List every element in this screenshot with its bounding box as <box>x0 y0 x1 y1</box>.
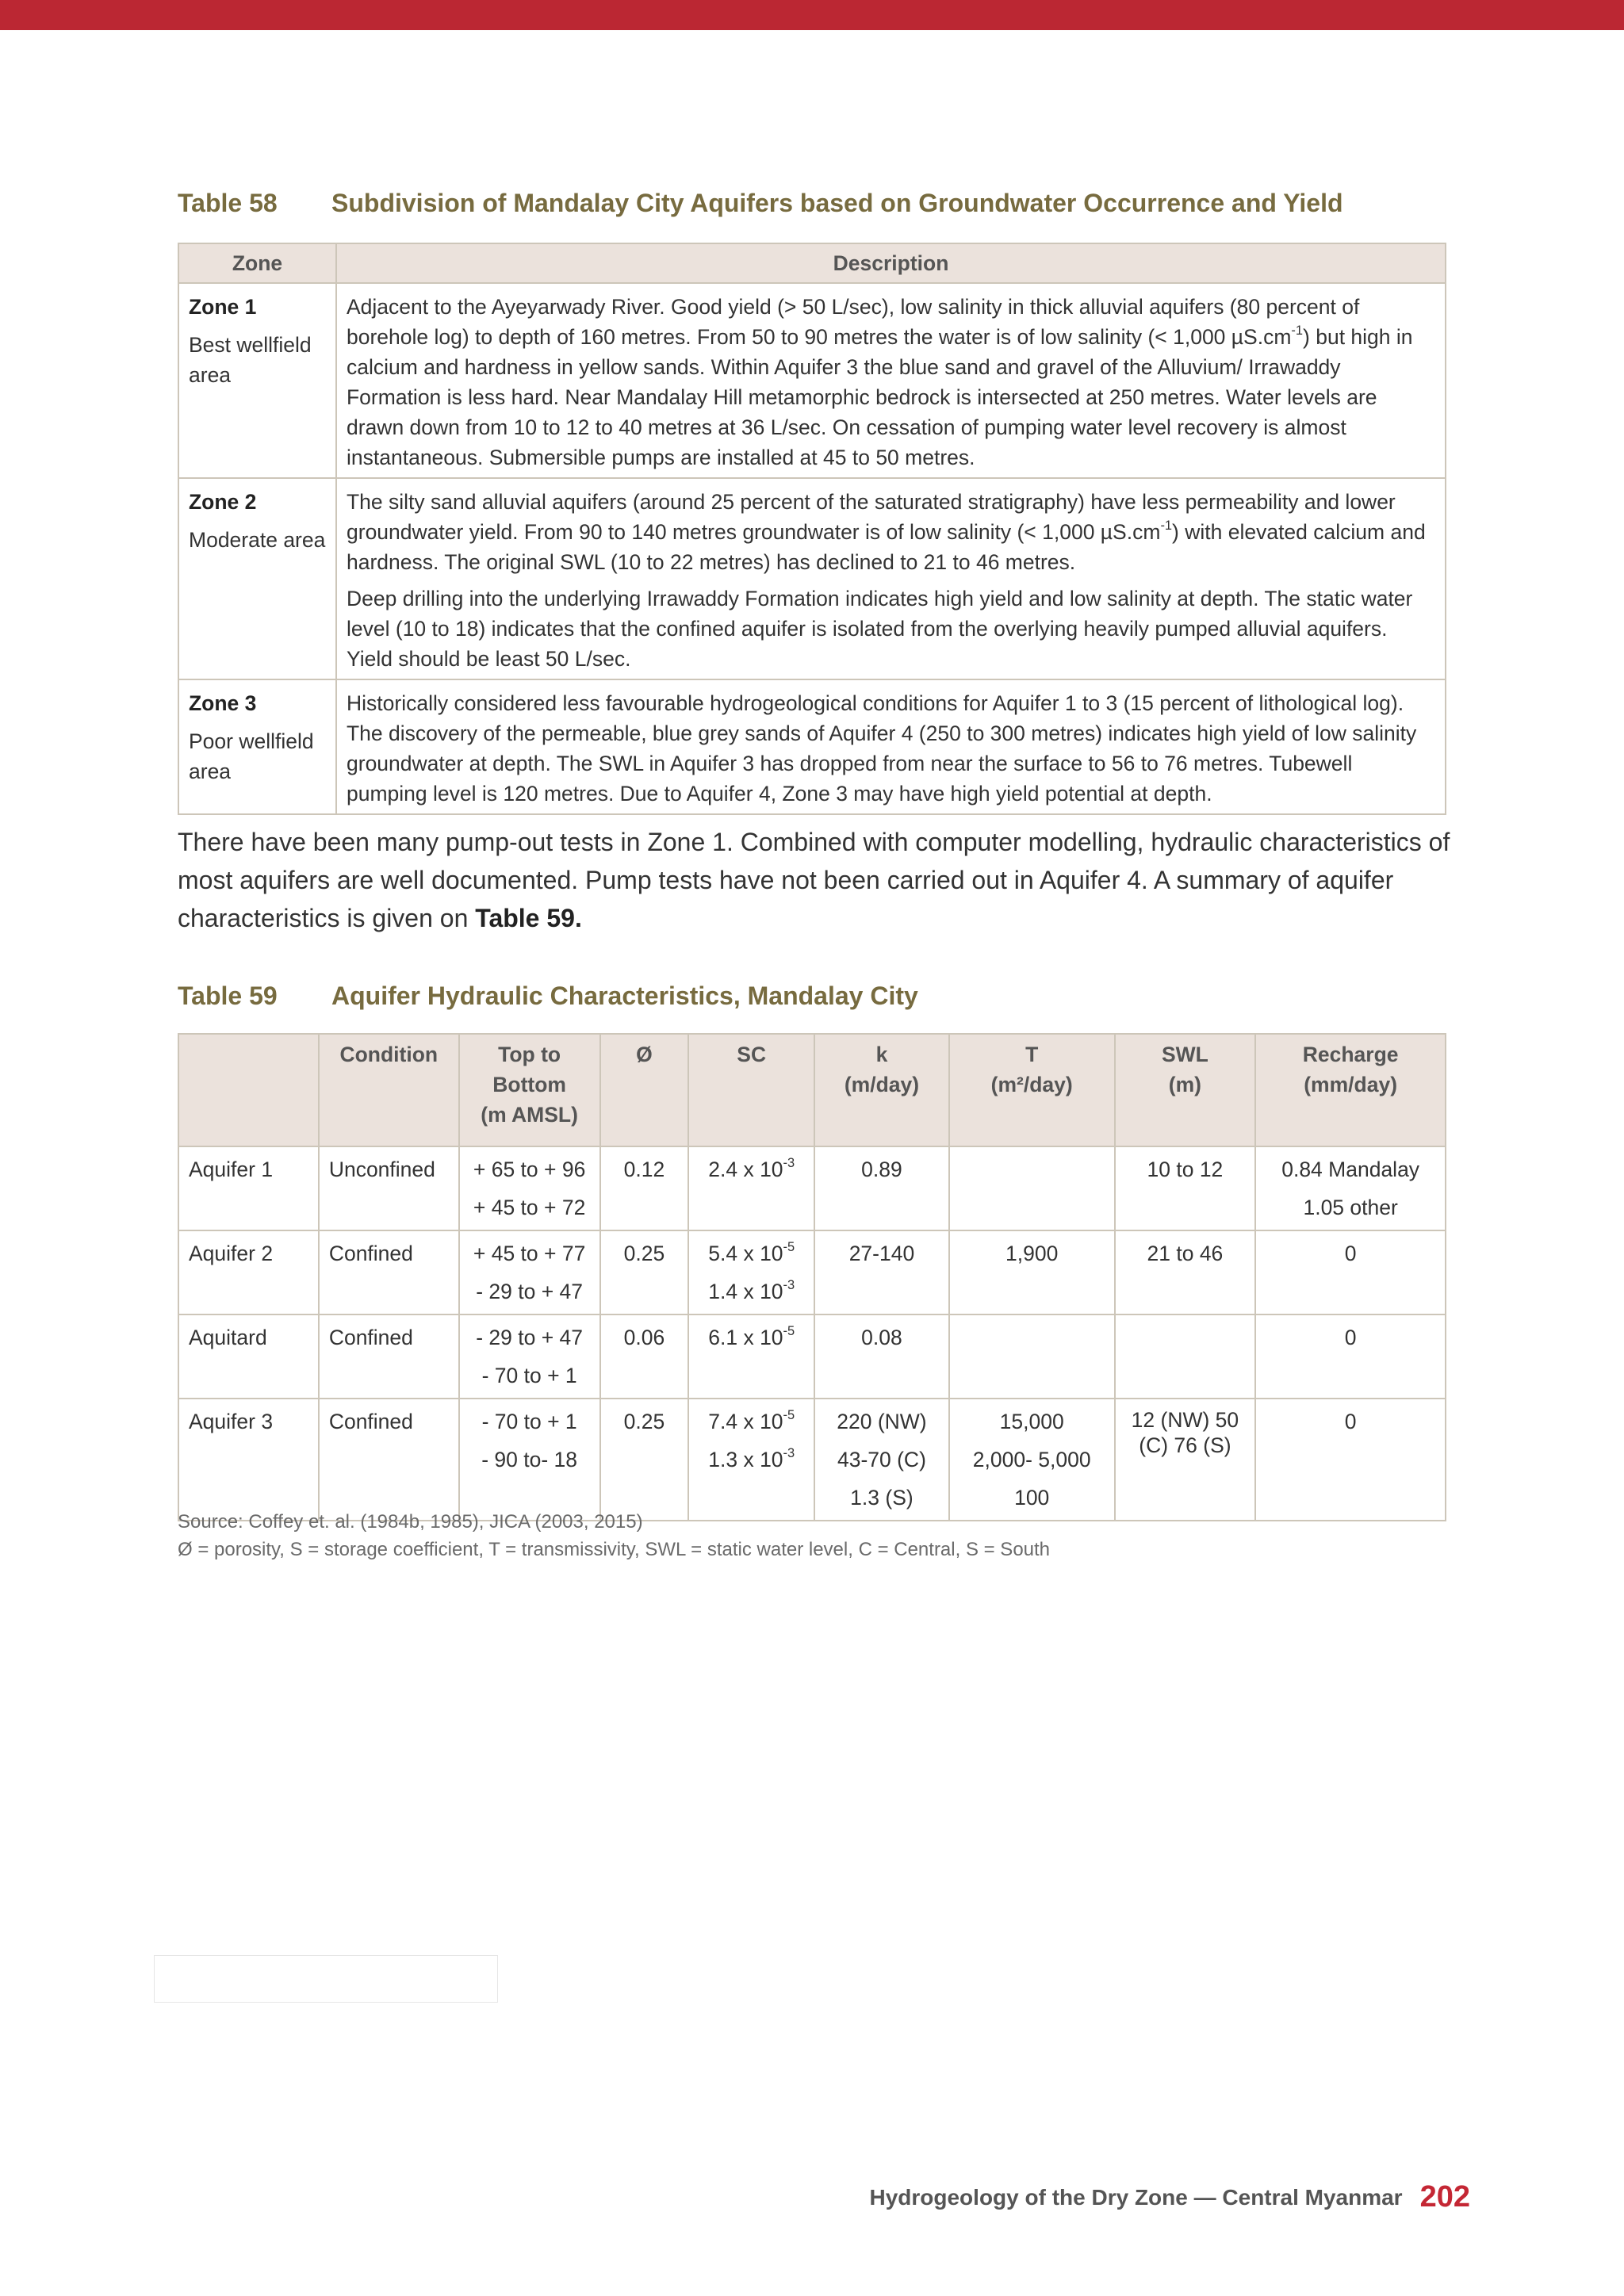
t-value: 100 <box>1014 1486 1050 1510</box>
transmissivity-cell <box>949 1399 1115 1521</box>
sc-value: 1.3 x $10^{-3}$ <box>708 1445 795 1471</box>
table-59-reference: Table 59. <box>475 904 582 932</box>
header-line: SWL <box>1161 1043 1208 1066</box>
table-58-header-row <box>178 243 1446 283</box>
table-59-header-row <box>178 1034 1446 1146</box>
recharge-cell <box>1255 1230 1446 1314</box>
column-header <box>1115 1034 1256 1146</box>
zone-subtitle: Moderate area <box>189 528 326 552</box>
column-header <box>1255 1034 1446 1146</box>
zone-subtitle: Best wellfield area <box>189 333 312 387</box>
t-value: 1,900 <box>1005 1242 1059 1265</box>
k-value: 0.89 <box>861 1158 902 1181</box>
top-color-bar <box>0 0 1624 30</box>
k-value: 0.08 <box>861 1326 902 1349</box>
abbreviations-line: Ø = porosity, S = storage coefficient, T = transmissivity, SWL = static water level, C = Central, S = South <box>178 1539 1051 1560</box>
table-59 <box>178 1033 1446 1521</box>
k-value: 27-140 <box>848 1242 915 1265</box>
table-59-title: Aquifer Hydraulic Characteristics, Mandalay City <box>331 982 918 1010</box>
sc-value: 5.4 x $10^{-5}$ <box>708 1239 795 1265</box>
footer-title: Hydrogeology of the Dry Zone — Central Myanmar <box>869 2185 1403 2210</box>
source-line: Source: Coffey et. al. (1984b, 1985), JICA (2003, 2015) <box>178 1511 643 1533</box>
elevation-value: - 70 to + 1 <box>481 1364 577 1387</box>
header-line: (mm/day) <box>1304 1073 1398 1096</box>
aquifer-row <box>178 1146 1446 1230</box>
column-header <box>459 1034 600 1146</box>
zone-row <box>178 283 1446 478</box>
table-58-title: Subdivision of Mandalay City Aquifers based on Groundwater Occurrence and Yield <box>331 189 1343 217</box>
elevation-value: - 29 to + 47 <box>476 1280 584 1303</box>
aquifer-name: Aquifer 2 <box>178 1230 319 1314</box>
zone-cell <box>178 679 336 814</box>
t-value: 15,000 <box>999 1410 1064 1433</box>
table-source-notes <box>178 1508 1050 1563</box>
header-line: (m²/day) <box>990 1073 1073 1096</box>
zone-name: Zone 3 <box>189 691 257 715</box>
swl-cell <box>1115 1146 1256 1230</box>
recharge-value: 1.05 other <box>1303 1196 1398 1219</box>
elevation-value: + 65 to + 96 <box>473 1158 586 1181</box>
column-header <box>319 1034 459 1146</box>
permeability-cell <box>814 1146 949 1230</box>
empty-placeholder-box <box>154 1955 498 2003</box>
permeability-cell <box>814 1314 949 1399</box>
swl-cell <box>1115 1230 1256 1314</box>
condition-cell: Confined <box>319 1230 459 1314</box>
elevation-value: - 70 to + 1 <box>481 1410 577 1433</box>
t-value: 2,000- 5,000 <box>972 1448 1091 1471</box>
header-line: Bottom <box>492 1073 566 1096</box>
k-value: 43-70 (C) <box>837 1448 926 1471</box>
table-59-caption <box>178 982 918 1011</box>
transmissivity-cell <box>949 1146 1115 1230</box>
description-paragraph: Deep drilling into the underlying Irrawaddy Formation indicates high yield and low salinity at depth. The static water level (10 to 18) indicates that the confined aquifer is isolated from the overlying heavily pumped alluvial aquifers. Yield should be least 50 L/sec. <box>347 587 1413 671</box>
aquifer-row <box>178 1314 1446 1399</box>
porosity-cell: 0.25 <box>600 1399 689 1521</box>
top-bottom-cell <box>459 1230 600 1314</box>
porosity-cell: 0.25 <box>600 1230 689 1314</box>
header-line: Ø <box>636 1043 653 1066</box>
body-paragraph <box>178 823 1462 937</box>
elevation-value: + 45 to + 72 <box>473 1196 586 1219</box>
column-header <box>178 1034 319 1146</box>
zone-subtitle: Poor wellfield area <box>189 729 314 783</box>
recharge-value: 0 <box>1344 1410 1357 1433</box>
top-bottom-cell <box>459 1314 600 1399</box>
recharge-cell <box>1255 1399 1446 1521</box>
sc-value: 2.4 x $10^{-3}$ <box>708 1155 795 1181</box>
storage-coefficient-cell <box>688 1399 814 1521</box>
condition-cell: Confined <box>319 1314 459 1399</box>
column-header <box>949 1034 1115 1146</box>
header-line: Recharge <box>1302 1043 1399 1066</box>
elevation-value: - 29 to + 47 <box>476 1326 584 1349</box>
zone-description <box>336 679 1446 814</box>
storage-coefficient-cell <box>688 1230 814 1314</box>
aquifer-row <box>178 1230 1446 1314</box>
table-58 <box>178 243 1446 815</box>
zone-row <box>178 478 1446 679</box>
header-line: (m/day) <box>844 1073 920 1096</box>
zone-description <box>336 478 1446 679</box>
zone-row <box>178 679 1446 814</box>
header-line: Top to <box>498 1043 561 1066</box>
sc-value: 7.4 x $10^{-5}$ <box>708 1407 795 1433</box>
header-line: (m) <box>1168 1073 1202 1096</box>
top-bottom-cell <box>459 1146 600 1230</box>
sc-value: 1.4 x $10^{-3}$ <box>708 1277 795 1303</box>
permeability-cell <box>814 1230 949 1314</box>
column-header <box>814 1034 949 1146</box>
paragraph-text: There have been many pump-out tests in Zone 1. Combined with computer modelling, hydraulic characteristics of most aquifers are well documented. Pump tests have not been carried out in Aquifer 4. A summary of aquifer characteristics is given on <box>178 828 1450 932</box>
recharge-value: 0.84 Mandalay <box>1281 1158 1420 1181</box>
description-paragraph: Adjacent to the Ayeyarwady River. Good yield (> 50 L/sec), low salinity in thick alluvial aquifers (80 percent of borehole log) to depth of 160 metres. From 50 to 90 metres the water is of low salinity (< 1,000 $\mu S.cm^{-1}$) but high in calcium and hardness in yellow sands. Within Aquifer 3 the blue sand and gravel of the Alluvium/ Irrawaddy Formation is less hard. Near Mandalay Hill metamorphic bedrock is intersected at 250 metres. Water levels are drawn down from 10 to 12 to 40 metres at 36 L/sec. On cessation of pumping water level recovery is almost instantaneous. Submersible pumps are installed at 45 to 50 metres. <box>347 295 1413 469</box>
recharge-cell <box>1255 1314 1446 1399</box>
sc-value: 6.1 x $10^{-5}$ <box>708 1323 795 1349</box>
description-paragraph: Historically considered less favourable hydrogeological conditions for Aquifer 1 to 3 (15 percent of lithological log). The discovery of the permeable, blue grey sands of Aquifer 4 (250 to 300 metres) indicates high yield of low salinity groundwater at depth. The SWL in Aquifer 3 has dropped from near the surface to 56 to 76 metres. Tubewell pumping level is 120 metres. Due to Aquifer 4, Zone 3 may have high yield potential at depth. <box>347 691 1417 806</box>
k-value: 220 (NW) <box>837 1410 927 1433</box>
header-line: k <box>875 1043 888 1066</box>
header-line: (m AMSL) <box>481 1103 578 1127</box>
description-paragraph: The silty sand alluvial aquifers (around 25 percent of the saturated stratigraphy) have less permeability and lower groundwater yield. From 90 to 140 metres groundwater is of low salinity (< 1,000 $\mu S.cm^{-1}$) with elevated calcium and hardness. The original SWL (10 to 22 metres) has declined to 21 to 46 metres. <box>347 490 1426 574</box>
porosity-cell: 0.12 <box>600 1146 689 1230</box>
swl-value: 12 (NW) 50 (C) 76 (S) <box>1131 1408 1239 1457</box>
page-number: 202 <box>1419 2180 1470 2214</box>
zone-description <box>336 283 1446 478</box>
aquifer-name: Aquitard <box>178 1314 319 1399</box>
recharge-value: 0 <box>1344 1326 1357 1349</box>
top-bottom-cell <box>459 1399 600 1521</box>
page-footer <box>869 2179 1470 2213</box>
transmissivity-cell <box>949 1230 1115 1314</box>
table-59-label: Table 59 <box>178 982 278 1010</box>
recharge-cell <box>1255 1146 1446 1230</box>
column-header <box>600 1034 689 1146</box>
table-58-caption <box>178 189 1343 218</box>
table-58-label: Table 58 <box>178 189 278 217</box>
column-header <box>688 1034 814 1146</box>
header-zone: Zone <box>178 243 336 283</box>
header-line: T <box>1025 1043 1039 1066</box>
aquifer-name: Aquifer 1 <box>178 1146 319 1230</box>
header-description: Description <box>336 243 1446 283</box>
swl-value: 21 to 46 <box>1147 1242 1224 1265</box>
transmissivity-cell <box>949 1314 1115 1399</box>
storage-coefficient-cell <box>688 1314 814 1399</box>
permeability-cell <box>814 1399 949 1521</box>
k-value: 1.3 (S) <box>850 1486 914 1510</box>
porosity-cell: 0.06 <box>600 1314 689 1399</box>
swl-cell <box>1115 1314 1256 1399</box>
zone-cell <box>178 283 336 478</box>
elevation-value: - 90 to- 18 <box>481 1448 578 1471</box>
swl-cell <box>1115 1399 1256 1521</box>
header-line: SC <box>737 1043 767 1066</box>
header-line: Condition <box>339 1043 439 1066</box>
zone-name: Zone 2 <box>189 490 257 514</box>
aquifer-name: Aquifer 3 <box>178 1399 319 1521</box>
zone-name: Zone 1 <box>189 295 257 319</box>
condition-cell: Unconfined <box>319 1146 459 1230</box>
aquifer-row <box>178 1399 1446 1521</box>
zone-cell <box>178 478 336 679</box>
condition-cell: Confined <box>319 1399 459 1521</box>
swl-value: 10 to 12 <box>1147 1158 1224 1181</box>
elevation-value: + 45 to + 77 <box>473 1242 586 1265</box>
recharge-value: 0 <box>1344 1242 1357 1265</box>
storage-coefficient-cell <box>688 1146 814 1230</box>
